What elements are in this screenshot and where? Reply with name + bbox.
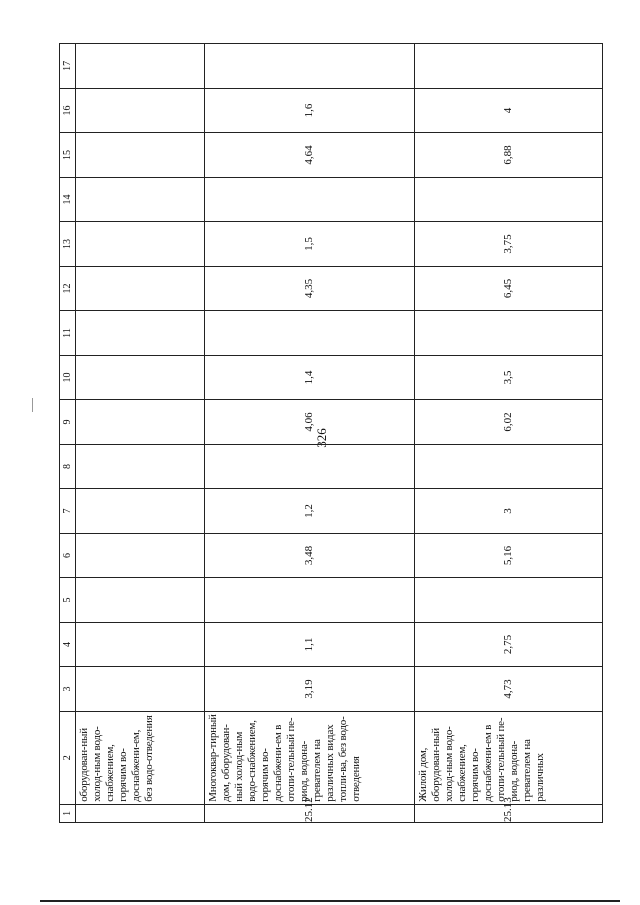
column-header: 13 [60,222,76,267]
column-header: 1 [60,804,76,822]
table-cell [415,444,603,489]
table-cell [205,578,415,623]
table-cell: 4 [415,88,603,133]
table-cell [205,444,415,489]
column-header: 11 [60,311,76,356]
table-cell [205,44,415,89]
table-cell [76,489,205,534]
header-row [60,44,76,823]
table-cell [415,578,603,623]
table-cell [415,311,603,356]
column-header: 3 [60,667,76,712]
table-cell [76,133,205,178]
table-row [76,44,205,823]
table-cell: 3,75 [415,222,603,267]
page-number: 326 [314,428,329,448]
table-cell: 3 [415,489,603,534]
table-cell [205,311,415,356]
table-cell: 1,5 [205,222,415,267]
column-header: 16 [60,88,76,133]
table-cell [76,222,205,267]
table-cell: 4,64 [205,133,415,178]
table-cell: 2,75 [415,622,603,667]
rotated-table-container [59,43,621,823]
column-header: 10 [60,355,76,400]
column-header: 12 [60,266,76,311]
row-number: 25.13 [415,804,603,822]
table-cell [76,533,205,578]
table-cell: 6,02 [415,400,603,445]
table-cell: 3,48 [205,533,415,578]
table-cell: 3,5 [415,355,603,400]
table-cell: 4,06 [205,400,415,445]
table-cell [76,400,205,445]
table-cell [76,266,205,311]
table-cell: 1,1 [205,622,415,667]
column-header: 4 [60,622,76,667]
table-cell: 1,4 [205,355,415,400]
table-cell: 1,6 [205,88,415,133]
tariff-table [59,43,603,823]
column-header: 7 [60,489,76,534]
column-header: 17 [60,44,76,89]
page-bottom-border [40,900,620,902]
table-row [205,44,415,823]
table-cell [76,311,205,356]
row-number: 25.12 [205,804,415,822]
column-header: 5 [60,578,76,623]
table-cell: 4,73 [415,667,603,712]
table-cell: 3,19 [205,667,415,712]
table-row [415,44,603,823]
margin-mark [32,398,33,412]
table-cell [76,44,205,89]
column-header: 2 [60,711,76,804]
column-header: 15 [60,133,76,178]
table-cell: 6,88 [415,133,603,178]
column-header: 14 [60,177,76,222]
table-cell: 1,2 [205,489,415,534]
table-cell: 6,45 [415,266,603,311]
table-cell [76,578,205,623]
column-header: 6 [60,533,76,578]
column-header: 9 [60,400,76,445]
column-header: 8 [60,444,76,489]
table-cell [76,444,205,489]
table-cell [76,355,205,400]
table-cell [76,667,205,712]
row-description: Многоквар-тирный дом, оборудован-ный холод-ным водо-снабжением, горячим во-доснабжени-ем в отопи-тельный пе-риод, водона-гревателем на различных видах топли-ва, без водо-отведения [205,711,415,804]
table-cell [415,44,603,89]
table-cell [76,177,205,222]
table-cell: 5,16 [415,533,603,578]
table-cell [76,88,205,133]
table-cell [415,177,603,222]
table-rotation-wrapper [59,43,621,823]
row-description: оборудован-ный холод-ным водо-снабжением, горячим во-доснабжени-ем, без водо-отведения [76,711,205,804]
table-cell: 4,35 [205,266,415,311]
row-description: Жилой дом, оборудован-ный холод-ным водо-снабжением, горячим во-доснабжени-ем в отопи-тельный пе-риод, водона-гревателем на различных [415,711,603,804]
row-number [76,804,205,822]
table-cell [205,177,415,222]
table-cell [76,622,205,667]
